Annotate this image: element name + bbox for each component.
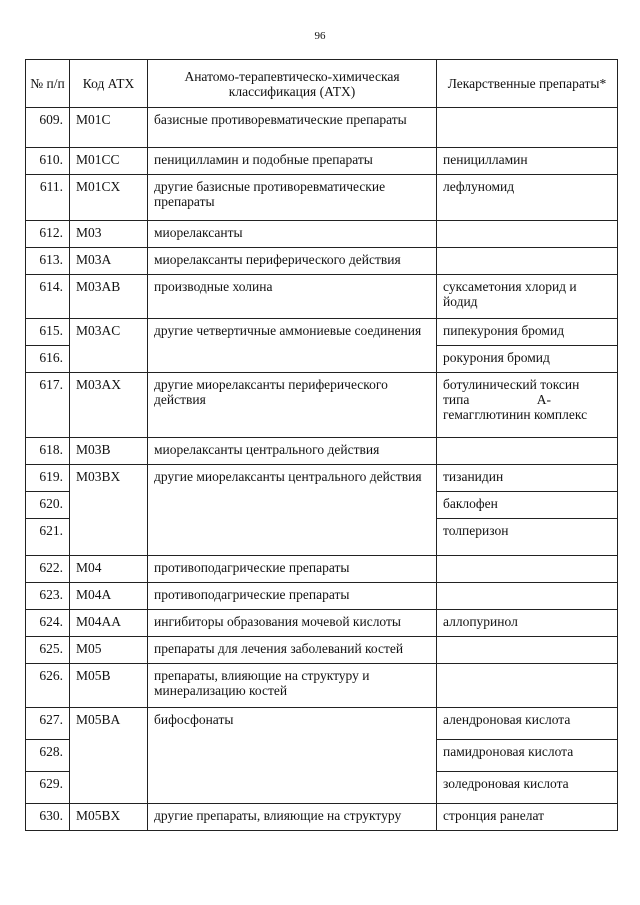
row-number: 624. <box>26 610 70 637</box>
header-code: Код АТХ <box>70 60 148 108</box>
atc-name: противоподагрические препараты <box>148 556 437 583</box>
row-number: 626. <box>26 664 70 708</box>
atc-name: другие препараты, влияющие на структуру <box>148 804 437 831</box>
drug-name <box>437 637 618 664</box>
row-number: 616. <box>26 346 70 373</box>
atc-code: M01CX <box>70 175 148 221</box>
row-number: 615. <box>26 319 70 346</box>
table-row <box>26 175 618 221</box>
drug-line: гемагглютинин комплекс <box>443 407 588 422</box>
row-number: 622. <box>26 556 70 583</box>
drug-name <box>437 556 618 583</box>
row-number: 620. <box>26 492 70 519</box>
table-row <box>26 275 618 319</box>
drug-name: лефлуномид <box>437 175 618 221</box>
table-row <box>26 610 618 637</box>
row-number: 629. <box>26 772 70 804</box>
page-number: 96 <box>314 30 326 42</box>
drug-name: тизанидин <box>437 465 618 492</box>
atc-name: бифосфонаты <box>148 708 437 804</box>
atc-code: M04 <box>70 556 148 583</box>
row-number: 609. <box>26 108 70 148</box>
drug-word: типа <box>443 392 470 407</box>
drug-name: суксаметония хлорид и йодид <box>437 275 618 319</box>
drug-name: баклофен <box>437 492 618 519</box>
table-row <box>26 804 618 831</box>
row-number: 614. <box>26 275 70 319</box>
atc-name: базисные противоревматические препараты <box>148 108 437 148</box>
atc-name: другие миорелаксанты центрального действия <box>148 465 437 556</box>
drug-name: стронция ранелат <box>437 804 618 831</box>
atc-code: M03AC <box>70 319 148 373</box>
atc-code: M03A <box>70 248 148 275</box>
row-number: 617. <box>26 373 70 438</box>
drug-name <box>437 248 618 275</box>
row-number: 628. <box>26 740 70 772</box>
atc-code: M03 <box>70 221 148 248</box>
atc-code: M05BX <box>70 804 148 831</box>
atc-name: другие базисные противоревматические препараты <box>148 175 437 221</box>
row-number: 613. <box>26 248 70 275</box>
drug-name: пипекурония бромид <box>437 319 618 346</box>
drug-name: толперизон <box>437 519 618 556</box>
atc-code: M03AX <box>70 373 148 438</box>
atc-code: M05 <box>70 637 148 664</box>
atc-code: M04A <box>70 583 148 610</box>
atc-code: M01CC <box>70 148 148 175</box>
atc-code: M05BA <box>70 708 148 804</box>
drug-name <box>437 438 618 465</box>
table-row <box>26 583 618 610</box>
atc-name: ингибиторы образования мочевой кислоты <box>148 610 437 637</box>
table-row <box>26 465 618 492</box>
atc-code: M03AB <box>70 275 148 319</box>
table-row <box>26 148 618 175</box>
header-classification: Анатомо-терапевтическо-химическая классификация (АТХ) <box>148 60 437 108</box>
drug-name: рокурония бромид <box>437 346 618 373</box>
table-row <box>26 637 618 664</box>
row-number: 610. <box>26 148 70 175</box>
header-drugs: Лекарственные препараты* <box>437 60 618 108</box>
table-row <box>26 664 618 708</box>
row-number: 625. <box>26 637 70 664</box>
drug-name <box>437 583 618 610</box>
atc-name: миорелаксанты периферического действия <box>148 248 437 275</box>
atc-code: M03B <box>70 438 148 465</box>
atc-name: другие миорелаксанты периферического действия <box>148 373 437 438</box>
atc-name: производные холина <box>148 275 437 319</box>
row-number: 621. <box>26 519 70 556</box>
drug-name: алендроновая кислота <box>437 708 618 740</box>
table-header-row <box>26 60 618 108</box>
drug-line: ботулинический токсин <box>443 377 580 392</box>
drug-name: золедроновая кислота <box>437 772 618 804</box>
atc-code: M01C <box>70 108 148 148</box>
row-number: 623. <box>26 583 70 610</box>
atc-name: миорелаксанты <box>148 221 437 248</box>
atc-code: M05B <box>70 664 148 708</box>
table-row <box>26 556 618 583</box>
drug-word: А- <box>536 392 551 407</box>
row-number: 619. <box>26 465 70 492</box>
row-number: 611. <box>26 175 70 221</box>
atc-name: другие четвертичные аммониевые соединения <box>148 319 437 373</box>
drug-name <box>437 221 618 248</box>
header-num: № п/п <box>26 60 70 108</box>
row-number: 627. <box>26 708 70 740</box>
drug-name: памидроновая кислота <box>437 740 618 772</box>
atc-code: M03BX <box>70 465 148 556</box>
drug-name: пеницилламин <box>437 148 618 175</box>
drug-name <box>437 373 618 438</box>
table-row <box>26 319 618 346</box>
drug-name <box>437 664 618 708</box>
atc-code: M04AA <box>70 610 148 637</box>
row-number: 612. <box>26 221 70 248</box>
atc-name: пеницилламин и подобные препараты <box>148 148 437 175</box>
drug-name <box>437 108 618 148</box>
table-row <box>26 708 618 740</box>
table-row <box>26 373 618 438</box>
atc-name: миорелаксанты центрального действия <box>148 438 437 465</box>
table-row <box>26 248 618 275</box>
atc-name: препараты, влияющие на структуру и минерализацию костей <box>148 664 437 708</box>
drug-line <box>443 392 611 407</box>
row-number: 618. <box>26 438 70 465</box>
table-row <box>26 438 618 465</box>
atc-name: противоподагрические препараты <box>148 583 437 610</box>
atc-name: препараты для лечения заболеваний костей <box>148 637 437 664</box>
drug-name: аллопуринол <box>437 610 618 637</box>
atc-table <box>25 59 618 831</box>
table-row <box>26 108 618 148</box>
row-number: 630. <box>26 804 70 831</box>
table-row <box>26 221 618 248</box>
